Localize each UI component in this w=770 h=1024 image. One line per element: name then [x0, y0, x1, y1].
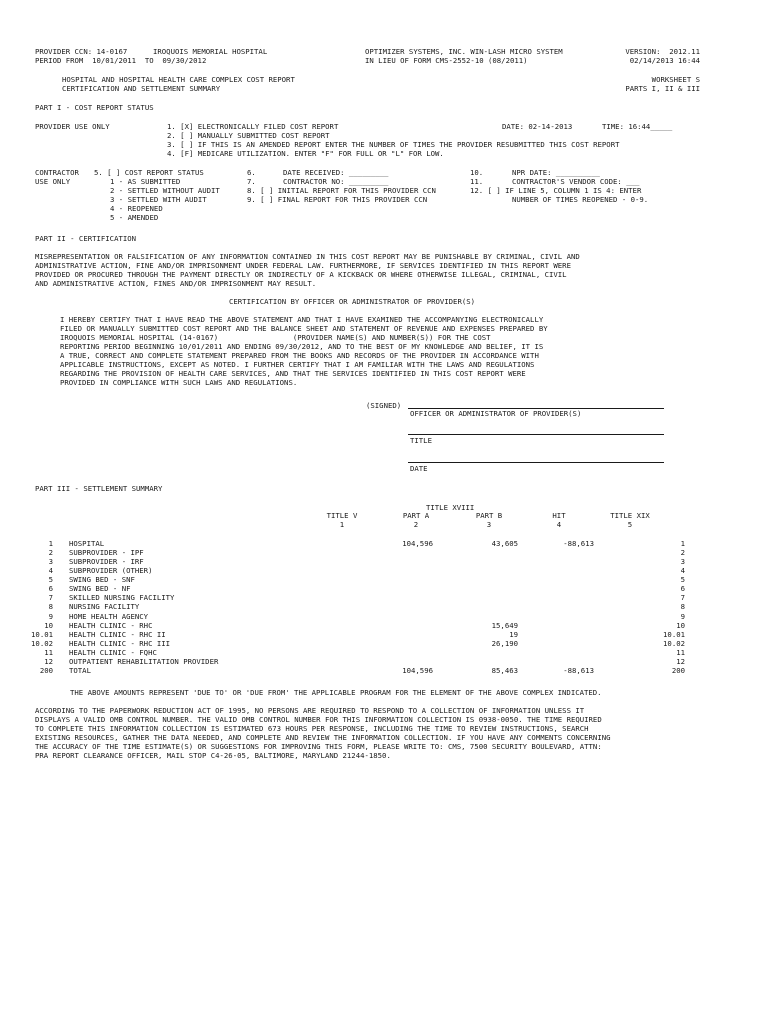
row-line-number: 12: [44, 657, 53, 666]
row-hit: -88,613: [563, 666, 594, 675]
row-description: HEALTH CLINIC - FQHC: [69, 648, 157, 657]
row-line-number: 11: [44, 648, 53, 657]
row-line-number-right: 1: [680, 539, 685, 548]
row-part-b: 85,463: [491, 666, 518, 675]
row-description: SUBPROVIDER - IRF: [69, 557, 144, 566]
row-part-b: 15,649: [491, 621, 518, 630]
signed-label: (SIGNED): [366, 401, 402, 410]
row-part-b: 19: [509, 630, 518, 639]
worksheet-id: WORKSHEET S: [651, 75, 700, 84]
row-line-number: 200: [39, 666, 53, 675]
filed-date: DATE: 02-14-2013: [502, 122, 573, 131]
cost-report-status: 5. [ ] COST REPORT STATUS: [94, 168, 204, 177]
use-only-label: USE ONLY: [35, 177, 71, 186]
npr-date: NPR DATE: __________: [512, 168, 600, 177]
column-header-hit: HIT: [552, 511, 566, 520]
item11-number: 11.: [470, 177, 484, 186]
row-line-number-right: 3: [680, 557, 685, 566]
row-description: TOTAL: [69, 666, 91, 675]
row-line-number: 10.02: [31, 639, 53, 648]
row-description: OUTPATIENT REHABILITATION PROVIDER: [69, 657, 219, 666]
software-name: OPTIMIZER SYSTEMS, INC. WIN-LASH MICRO SYSTEM: [365, 47, 563, 56]
initial-report: 8. [ ] INITIAL REPORT FOR THIS PROVIDER CCN: [247, 186, 436, 195]
paperwork-line-6: PRA REPORT CLEARANCE OFFICER, MAIL STOP C4-26-05, BALTIMORE, MARYLAND 21244-1850.: [35, 751, 391, 760]
settlement-footnote: THE ABOVE AMOUNTS REPRESENT 'DUE TO' OR 'DUE FROM' THE APPLICABLE PROGRAM FOR THE ELEMENT OF THE ABOVE COMPLEX INDICATED.: [70, 688, 602, 697]
row-line-number: 3: [48, 557, 53, 566]
column-number-5: 5: [627, 520, 633, 529]
worksheet-parts: PARTS I, II & III: [625, 84, 700, 93]
times-reopened-range: NUMBER OF TIMES REOPENED - 0-9.: [512, 195, 649, 204]
warning-line-2: ADMINISTRATIVE ACTION, FINE AND/OR IMPRISONMENT UNDER FEDERAL LAW. FURTHERMORE, IF SERVICES IDENTIFIED IN THIS REPORT WERE: [35, 261, 571, 270]
row-line-number: 2: [48, 548, 53, 557]
row-description: SWING BED - SNF: [69, 575, 135, 584]
row-description: HOSPITAL: [69, 539, 105, 548]
cert-line-8: PROVIDED IN COMPLIANCE WITH SUCH LAWS AND REGULATIONS.: [60, 378, 298, 387]
row-description: HEALTH CLINIC - RHC III: [69, 639, 171, 648]
row-line-number-right: 7: [680, 593, 685, 602]
cert-line-2: FILED OR MANUALLY SUBMITTED COST REPORT AND THE BALANCE SHEET AND STATEMENT OF REVENUE AND EXPENSES PREPARED BY: [60, 324, 548, 333]
paperwork-line-5: THE ACCURACY OF THE TIME ESTIMATE(S) OR SUGGESTIONS FOR IMPROVING THIS FORM, PLEASE WRITE TO: CMS, 7500 SECURITY BOULEVARD, ATTN:: [35, 742, 602, 751]
warning-line-1: MISREPRESENTATION OR FALSIFICATION OF ANY INFORMATION CONTAINED IN THIS COST REPORT MAY BE PUNISHABLE BY CRIMINAL, CIVIL AND: [35, 252, 580, 261]
row-hit: -88,613: [563, 539, 594, 548]
item-amended-report: 3. [ ] IF THIS IS AN AMENDED REPORT ENTER THE NUMBER OF TIMES THE PROVIDER RESUBMITTED THIS COST REPORT: [167, 140, 620, 149]
reporting-period: PERIOD FROM 10/01/2011 TO 09/30/2012: [35, 56, 207, 65]
row-line-number: 1: [48, 539, 53, 548]
paperwork-line-4: EXISTING RESOURCES, GATHER THE DATA NEEDED, AND COMPLETE AND REVIEW THE INFORMATION COLLECTION. IF YOU HAVE ANY COMMENTS CONCERNING: [35, 733, 611, 742]
row-description: SUBPROVIDER - IPF: [69, 548, 144, 557]
software-version: VERSION: 2012.11: [625, 47, 700, 56]
row-line-number: 6: [48, 584, 53, 593]
row-line-number-right: 10.02: [663, 639, 685, 648]
cert-line-6: APPLICABLE INSTRUCTIONS, EXCEPT AS NOTED. I FURTHER CERTIFY THAT I AM FAMILIAR WITH THE LAWS AND REGULATIONS: [60, 360, 535, 369]
cert-line-1: I HEREBY CERTIFY THAT I HAVE READ THE ABOVE STATEMENT AND THAT I HAVE EXAMINED THE ACCOMPANYING ELECTRONICALLY: [60, 315, 544, 324]
row-line-number-right: 11: [676, 648, 685, 657]
report-title: HOSPITAL AND HOSPITAL HEALTH CARE COMPLEX COST REPORT: [62, 75, 295, 84]
row-line-number-right: 200: [671, 666, 685, 675]
title-xviii-header: TITLE XVIII: [426, 503, 475, 512]
final-report: 9. [ ] FINAL REPORT FOR THIS PROVIDER CCN: [247, 195, 428, 204]
title-label: TITLE: [410, 436, 432, 445]
column-number-2: 2: [413, 520, 419, 529]
item-electronically-filed: 1. [X] ELECTRONICALLY FILED COST REPORT: [167, 122, 339, 131]
row-description: SWING BED - NF: [69, 584, 131, 593]
column-number-1: 1: [339, 520, 345, 529]
row-part-a: 104,596: [402, 666, 433, 675]
row-line-number-right: 12: [676, 657, 685, 666]
paperwork-line-1: ACCORDING TO THE PAPERWORK REDUCTION ACT OF 1995, NO PERSONS ARE REQUIRED TO RESPOND TO A COLLECTION OF INFORMATION UNLESS IT: [35, 706, 585, 715]
cert-line-7: REGARDING THE PROVISION OF HEALTH CARE SERVICES, AND THAT THE SERVICES IDENTIFIED IN THIS COST REPORT WERE: [60, 369, 526, 378]
row-line-number-right: 5: [680, 575, 685, 584]
title-line[interactable]: [408, 434, 664, 435]
item-medicare-utilization: 4. [F] MEDICARE UTILIZATION. ENTER "F" FOR FULL OR "L" FOR LOW.: [167, 149, 444, 158]
row-description: HOME HEALTH AGENCY: [69, 612, 149, 621]
date-line[interactable]: [408, 462, 664, 463]
item-manually-submitted: 2. [ ] MANUALLY SUBMITTED COST REPORT: [167, 131, 330, 140]
column-header-part-a: PART A: [402, 511, 430, 520]
row-description: HEALTH CLINIC - RHC II: [69, 630, 166, 639]
status-settled-without-audit: 2 - SETTLED WITHOUT AUDIT: [110, 186, 220, 195]
row-line-number: 4: [48, 566, 53, 575]
row-description: NURSING FACILITY: [69, 602, 140, 611]
item10-number: 10.: [470, 168, 484, 177]
row-description: SKILLED NURSING FACILITY: [69, 593, 175, 602]
column-header-title-v: TITLE V: [326, 511, 358, 520]
officer-label: OFFICER OR ADMINISTRATOR OF PROVIDER(S): [410, 409, 582, 418]
part1-heading: PART I - COST REPORT STATUS: [35, 103, 154, 112]
row-line-number-right: 8: [680, 602, 685, 611]
row-part-a: 104,596: [402, 539, 433, 548]
part2-heading: PART II - CERTIFICATION: [35, 234, 137, 243]
row-line-number-right: 6: [680, 584, 685, 593]
item7-number: 7.: [247, 177, 256, 186]
cert-line-5: A TRUE, CORRECT AND COMPLETE STATEMENT PREPARED FROM THE BOOKS AND RECORDS OF THE PROVIDER IN ACCORDANCE WITH: [60, 351, 539, 360]
hospital-name: IROQUOIS MEMORIAL HOSPITAL: [153, 47, 268, 56]
row-line-number-right: 10: [676, 621, 685, 630]
row-line-number: 5: [48, 575, 53, 584]
row-part-b: 26,190: [491, 639, 518, 648]
status-settled-with-audit: 3 - SETTLED WITH AUDIT: [110, 195, 207, 204]
contractor-number: CONTRACTOR NO: _________: [283, 177, 389, 186]
row-line-number-right: 10.01: [663, 630, 685, 639]
item6-number: 6.: [247, 168, 256, 177]
times-reopened: 12. [ ] IF LINE 5, COLUMN 1 IS 4: ENTER: [470, 186, 642, 195]
status-amended: 5 - AMENDED: [110, 213, 159, 222]
column-number-4: 4: [556, 520, 562, 529]
certification-heading: CERTIFICATION BY OFFICER OR ADMINISTRATOR OF PROVIDER(S): [229, 297, 476, 306]
cert-line-4: REPORTING PERIOD BEGINNING 10/01/2011 AND ENDING 09/30/2012, AND TO THE BEST OF MY KNOWLEDGE AND BELIEF, IT IS: [60, 342, 544, 351]
row-line-number: 7: [48, 593, 53, 602]
date-received: DATE RECEIVED: _________: [283, 168, 389, 177]
part3-heading: PART III - SETTLEMENT SUMMARY: [35, 484, 163, 493]
row-description: HEALTH CLINIC - RHC: [69, 621, 153, 630]
date-label: DATE: [410, 464, 428, 473]
row-description: SUBPROVIDER (OTHER): [69, 566, 153, 575]
warning-line-4: AND ADMINISTRATIVE ACTION, FINES AND/OR IMPRISONMENT MAY RESULT.: [35, 279, 317, 288]
provider-use-only: PROVIDER USE ONLY: [35, 122, 110, 131]
row-line-number: 10: [44, 621, 53, 630]
row-line-number-right: 9: [680, 612, 685, 621]
column-header-title-xix: TITLE XIX: [610, 511, 650, 520]
column-number-3: 3: [486, 520, 492, 529]
filed-time: TIME: 16:44_____: [602, 122, 673, 131]
status-as-submitted: 1 - AS SUBMITTED: [110, 177, 181, 186]
contractor-label: CONTRACTOR: [35, 168, 79, 177]
report-timestamp: 02/14/2013 16:44: [629, 56, 700, 65]
report-subtitle: CERTIFICATION AND SETTLEMENT SUMMARY: [62, 84, 221, 93]
cert-line-3: IROQUOIS MEMORIAL HOSPITAL (14-0167) (PROVIDER NAME(S) AND NUMBER(S)) FOR THE COST: [60, 333, 491, 342]
row-line-number-right: 2: [680, 548, 685, 557]
vendor-code: CONTRACTOR'S VENDOR CODE: ___: [512, 177, 640, 186]
row-line-number: 8: [48, 602, 53, 611]
provider-ccn: PROVIDER CCN: 14-0167: [35, 47, 128, 56]
row-part-b: 43,605: [491, 539, 518, 548]
paperwork-line-2: DISPLAYS A VALID OMB CONTROL NUMBER. THE VALID OMB CONTROL NUMBER FOR THIS INFORMATION COLLECTION IS 0938-0050. THE TIME REQUIRED: [35, 715, 602, 724]
paperwork-line-3: TO COMPLETE THIS INFORMATION COLLECTION IS ESTIMATED 673 HOURS PER RESPONSE, INCLUDING THE TIME TO REVIEW INSTRUCTIONS, SEARCH: [35, 724, 589, 733]
row-line-number: 9: [48, 612, 53, 621]
form-in-lieu: IN LIEU OF FORM CMS-2552-10 (08/2011): [365, 56, 528, 65]
status-reopened: 4 - REOPENED: [110, 204, 163, 213]
column-header-part-b: PART B: [475, 511, 503, 520]
row-line-number: 10.01: [31, 630, 53, 639]
warning-line-3: PROVIDED OR PROCURED THROUGH THE PAYMENT DIRECTLY OR INDIRECTLY OF A KICKBACK OR WHERE OTHERWISE ILLEGAL, CRIMINAL, CIVIL: [35, 270, 567, 279]
row-line-number-right: 4: [680, 566, 685, 575]
